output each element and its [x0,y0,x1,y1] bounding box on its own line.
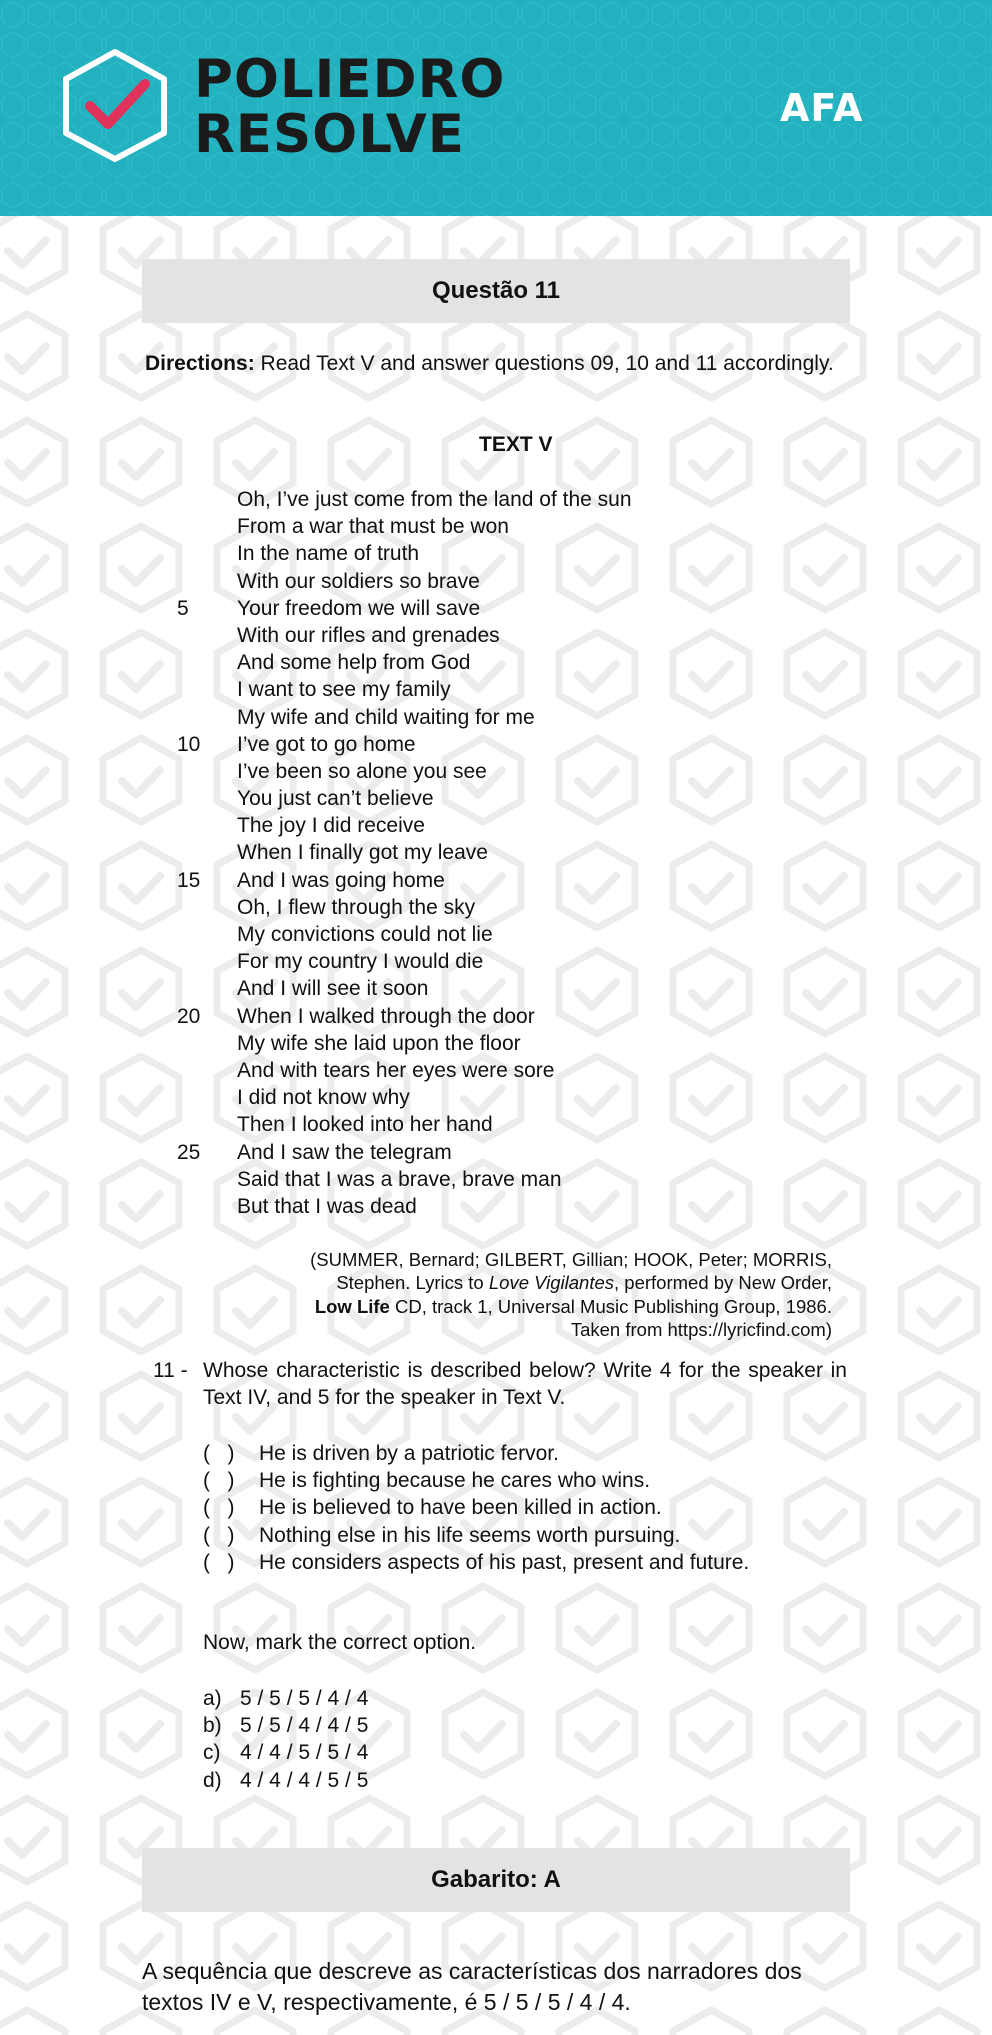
poem-line [0,758,992,785]
line-number: 10 [177,732,201,756]
brand-line-2: RESOLVE [194,104,465,165]
option-letter: d) [203,1768,222,1792]
line-number: 15 [177,868,201,892]
poem-line-text: Said that I was a brave, brave man [237,1167,562,1191]
poem-line [0,1003,992,1030]
poem-line-text: Then I looked into her hand [237,1113,493,1137]
statement-text: Nothing else in his life seems worth pursuing. [259,1523,681,1547]
poem-line [0,568,992,595]
poem-line-text: But that I was dead [237,1194,417,1218]
line-number: 5 [177,596,189,620]
statement-text: He is driven by a patriotic fervor. [259,1442,559,1465]
instruction-text: Now, mark the correct option. [203,1631,477,1654]
poem-line [0,1139,992,1166]
answer-blank[interactable]: ( ) [203,1469,235,1493]
option-letter: a) [203,1687,222,1710]
poem-line [0,704,992,731]
source-line-4: Taken from https://lyricfind.com) [570,1319,832,1341]
poem-line [0,1057,992,1084]
poem-line-text: When I walked through the door [237,1004,535,1028]
poem-line-text: With our rifles and grenades [237,623,500,647]
poem-line [0,921,992,948]
directions-paragraph [145,350,838,377]
source-line-2 [232,1271,832,1294]
source-line-1: (SUMMER, Bernard; GILBERT, Gillian; HOOK, Peter; MORRIS, [310,1249,832,1270]
directions-text: Read Text V and answer questions 09, 10 and 11 accordingly. [254,352,834,375]
poem-line [0,513,992,540]
answer-blank[interactable]: ( ) [203,1523,235,1547]
poem-line-text: Oh, I’ve just come from the land of the sun [237,488,632,511]
poem-line-text: Your freedom we will save [237,596,481,620]
poem-line-text: And some help from God [237,651,471,675]
poem-line [0,812,992,839]
poem-line-text: I want to see my family [237,678,451,702]
poem-line [0,785,992,812]
poem-line-text: With our soldiers so brave [237,569,480,593]
brand-line-1: POLIEDRO [194,49,506,110]
exam-label: AFA [780,86,864,130]
poem-line-text: And I saw the telegram [237,1140,452,1164]
poem-line-text: You just can’t believe [237,787,434,811]
poem-line-text: And I was going home [237,868,445,892]
option-letter: b) [203,1714,222,1738]
poem-line-text: For my country I would die [237,950,484,974]
option-value: 5 / 5 / 4 / 4 / 5 [240,1714,369,1738]
poem-line-text: My convictions could not lie [237,923,493,946]
answer-blank[interactable]: ( ) [203,1442,235,1465]
poem-line-text: Oh, I flew through the sky [237,895,476,919]
poem-line-text: I’ve got to go home [237,732,416,756]
poem-line-text: My wife she laid upon the floor [237,1031,521,1055]
line-number: 20 [177,1004,201,1028]
poem [0,486,992,1220]
statement-text: He is believed to have been killed in action. [259,1496,662,1520]
question-title: Questão 11 [431,277,561,304]
poem-line [0,486,992,513]
source-line-2-a: Stephen. Lyrics to [336,1272,489,1294]
poem-line-text: And I will see it soon [237,977,429,1001]
poem-line [0,1193,992,1220]
poem-line-text: I did not know why [237,1086,410,1110]
poem-line-text: The joy I did receive [237,814,425,838]
poem-line [0,867,992,894]
poem-line [0,1030,992,1057]
poem-line [0,649,992,676]
poem-line [0,948,992,975]
question-text: Whose characteristic is described below? Write 4 for the speaker in Text IV, and 5 for the speaker in Text V. [203,1359,847,1409]
statement-text: He considers aspects of his past, present and future. [259,1550,750,1574]
poem-line-text: My wife and child waiting for me [237,705,535,729]
poem-line [0,540,992,567]
poem-line [0,731,992,758]
option-value: 4 / 4 / 5 / 5 / 4 [240,1741,369,1765]
option-letter: c) [203,1741,221,1765]
answer-blank[interactable]: ( ) [203,1550,235,1574]
poem-line [0,622,992,649]
poem-line [0,1111,992,1138]
poem-line [0,1084,992,1111]
source-line-3-b: CD, track 1, Universal Music Publishing Group, 1986. [389,1295,832,1317]
poem-line-text: In the name of truth [237,542,420,566]
poem-line [0,894,992,921]
poem-line-text: I’ve been so alone you see [237,759,487,783]
poem-line-text: When I finally got my leave [237,841,488,865]
statement-text: He is fighting because he cares who wins. [259,1469,651,1493]
poem-line-text: From a war that must be won [237,515,509,539]
answer-bar [142,1848,850,1912]
source-line-3 [232,1295,832,1318]
text-title: TEXT V [479,433,553,456]
source-line-2-c: , performed by New Order, [614,1272,832,1294]
directions-label: Directions: [145,352,255,375]
album-title: Low Life [314,1295,390,1317]
poem-line [0,1166,992,1193]
question-number: 11 - [153,1359,188,1382]
answer-title: Gabarito: A [431,1866,561,1893]
explanation-text: A sequência que descreve as características dos narradores dos textos IV e V, respectivamente, é 5 / 5 / 5 / 4 / 4. [142,1958,802,2015]
line-number: 25 [177,1140,201,1164]
poem-line [0,975,992,1002]
poem-line [0,839,992,866]
poem-line-text: And with tears her eyes were sore [237,1058,555,1082]
question-title-bar [142,259,850,323]
poem-line [0,595,992,622]
option-value: 5 / 5 / 5 / 4 / 4 [240,1687,369,1710]
poem-line [0,676,992,703]
option-value: 4 / 4 / 4 / 5 / 5 [240,1768,369,1792]
song-title: Love Vigilantes [488,1272,615,1294]
answer-blank[interactable]: ( ) [203,1496,235,1520]
source-citation [232,1248,832,1342]
